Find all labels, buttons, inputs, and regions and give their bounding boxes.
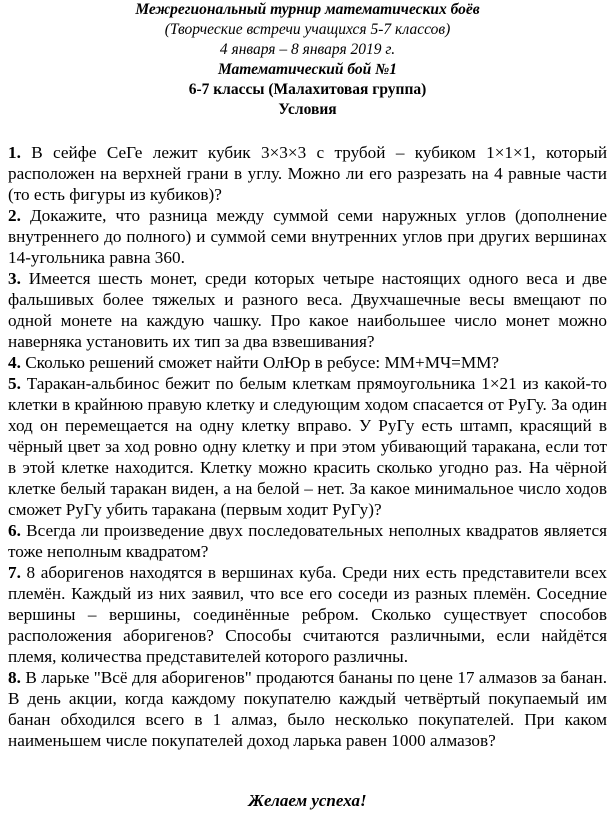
problem-text: В сейфе СеГе лежит кубик 3×3×3 с трубой – кубиком 1×1×1, который расположен на верхней грани в углу. Можно ли его разрезать на 4 равные части (то есть фигуры из кубиков)? <box>8 143 608 204</box>
problem-number: 5. <box>8 374 21 393</box>
problem-number: 8. <box>8 668 21 687</box>
problem-number: 6. <box>8 521 21 540</box>
problem-number: 2. <box>8 206 21 225</box>
problem-list <box>8 142 607 751</box>
problem-number: 1. <box>8 143 21 162</box>
problem-5 <box>8 373 607 520</box>
problem-number: 3. <box>8 269 21 288</box>
closing-wish: Желаем успеха! <box>248 791 367 810</box>
group-title: 6-7 классы (Малахитовая группа) <box>188 81 427 98</box>
problem-text: В ларьке "Всё для аборигенов" продаются бананы по цене 17 алмазов за банан. В день акции, когда каждому покупателю каждый четвёртый покупаемый им банан обходился всего в 1 алмаз, было несколько покупателей. При каком наименьшем числе покупателей доход ларька равен 1000 алмазов? <box>8 668 608 750</box>
problem-text: Имеется шесть монет, среди которых четыре настоящих одного веса и две фальшивых более тяжелых и разного веса. Двухчашечные весы вмещают по одной монете на каждую чашку. Про какое наибольшее число монет можно наверняка установить их тип за два взвешивания? <box>8 269 608 351</box>
tournament-title: Межрегиональный турнир математических боёв <box>135 1 480 18</box>
problem-number: 7. <box>8 563 21 582</box>
problem-text: Таракан-альбинос бежит по белым клеткам прямоугольника 1×21 из какой-то клетки в крайнюю правую клетку и следующим ходом спасается от РуГу. За один ход он перемещается на одну клетку вправо. У РуГу есть штамп, красящий в чёрный цвет за ход ровно одну клетку и при этом убивающий таракана, если тот в этой клетке находится. Клетку можно красить сколько угодно раз. На чёрной клетке белый таракан виден, а на белой – нет. За какое минимальное число ходов сможет РуГу убить таракана (первым ходит РуГу)? <box>8 374 607 519</box>
problem-text: Докажите, что разница между суммой семи наружных углов (дополнение внутреннего до полного) и суммой семи внутренних углов при других вершинах 14-угольника равна 360. <box>8 206 608 267</box>
problem-number: 4. <box>8 353 21 372</box>
problem-2 <box>8 205 607 268</box>
conditions-title: Условия <box>278 101 337 118</box>
problem-text: Всегда ли произведение двух последовательных неполных квадратов является тоже неполным квадратом? <box>8 521 608 561</box>
problem-text: Сколько решений сможет найти ОлЮр в ребусе: ММ+МЧ=ММ? <box>25 353 500 372</box>
problem-6 <box>8 520 607 562</box>
problem-3 <box>8 268 607 352</box>
tournament-dates: 4 января – 8 января 2019 г. <box>219 41 396 58</box>
tournament-subtitle: (Творческие встречи учащихся 5-7 классов) <box>164 21 451 38</box>
document-header <box>8 0 607 120</box>
battle-title: Математический бой №1 <box>217 61 398 78</box>
problem-8 <box>8 667 607 751</box>
problem-4 <box>8 352 607 373</box>
problem-7 <box>8 562 607 667</box>
problem-1 <box>8 142 607 205</box>
problem-text: 8 аборигенов находятся в вершинах куба. Среди них есть представители всех племён. Каждый из них заявил, что все его соседи из разных племён. Соседние вершины – вершины, соединённые ребром. Сколько существует способов расположения аборигенов? Способы считаются различными, если найдётся племя, количества представителей которого различны. <box>8 563 607 666</box>
